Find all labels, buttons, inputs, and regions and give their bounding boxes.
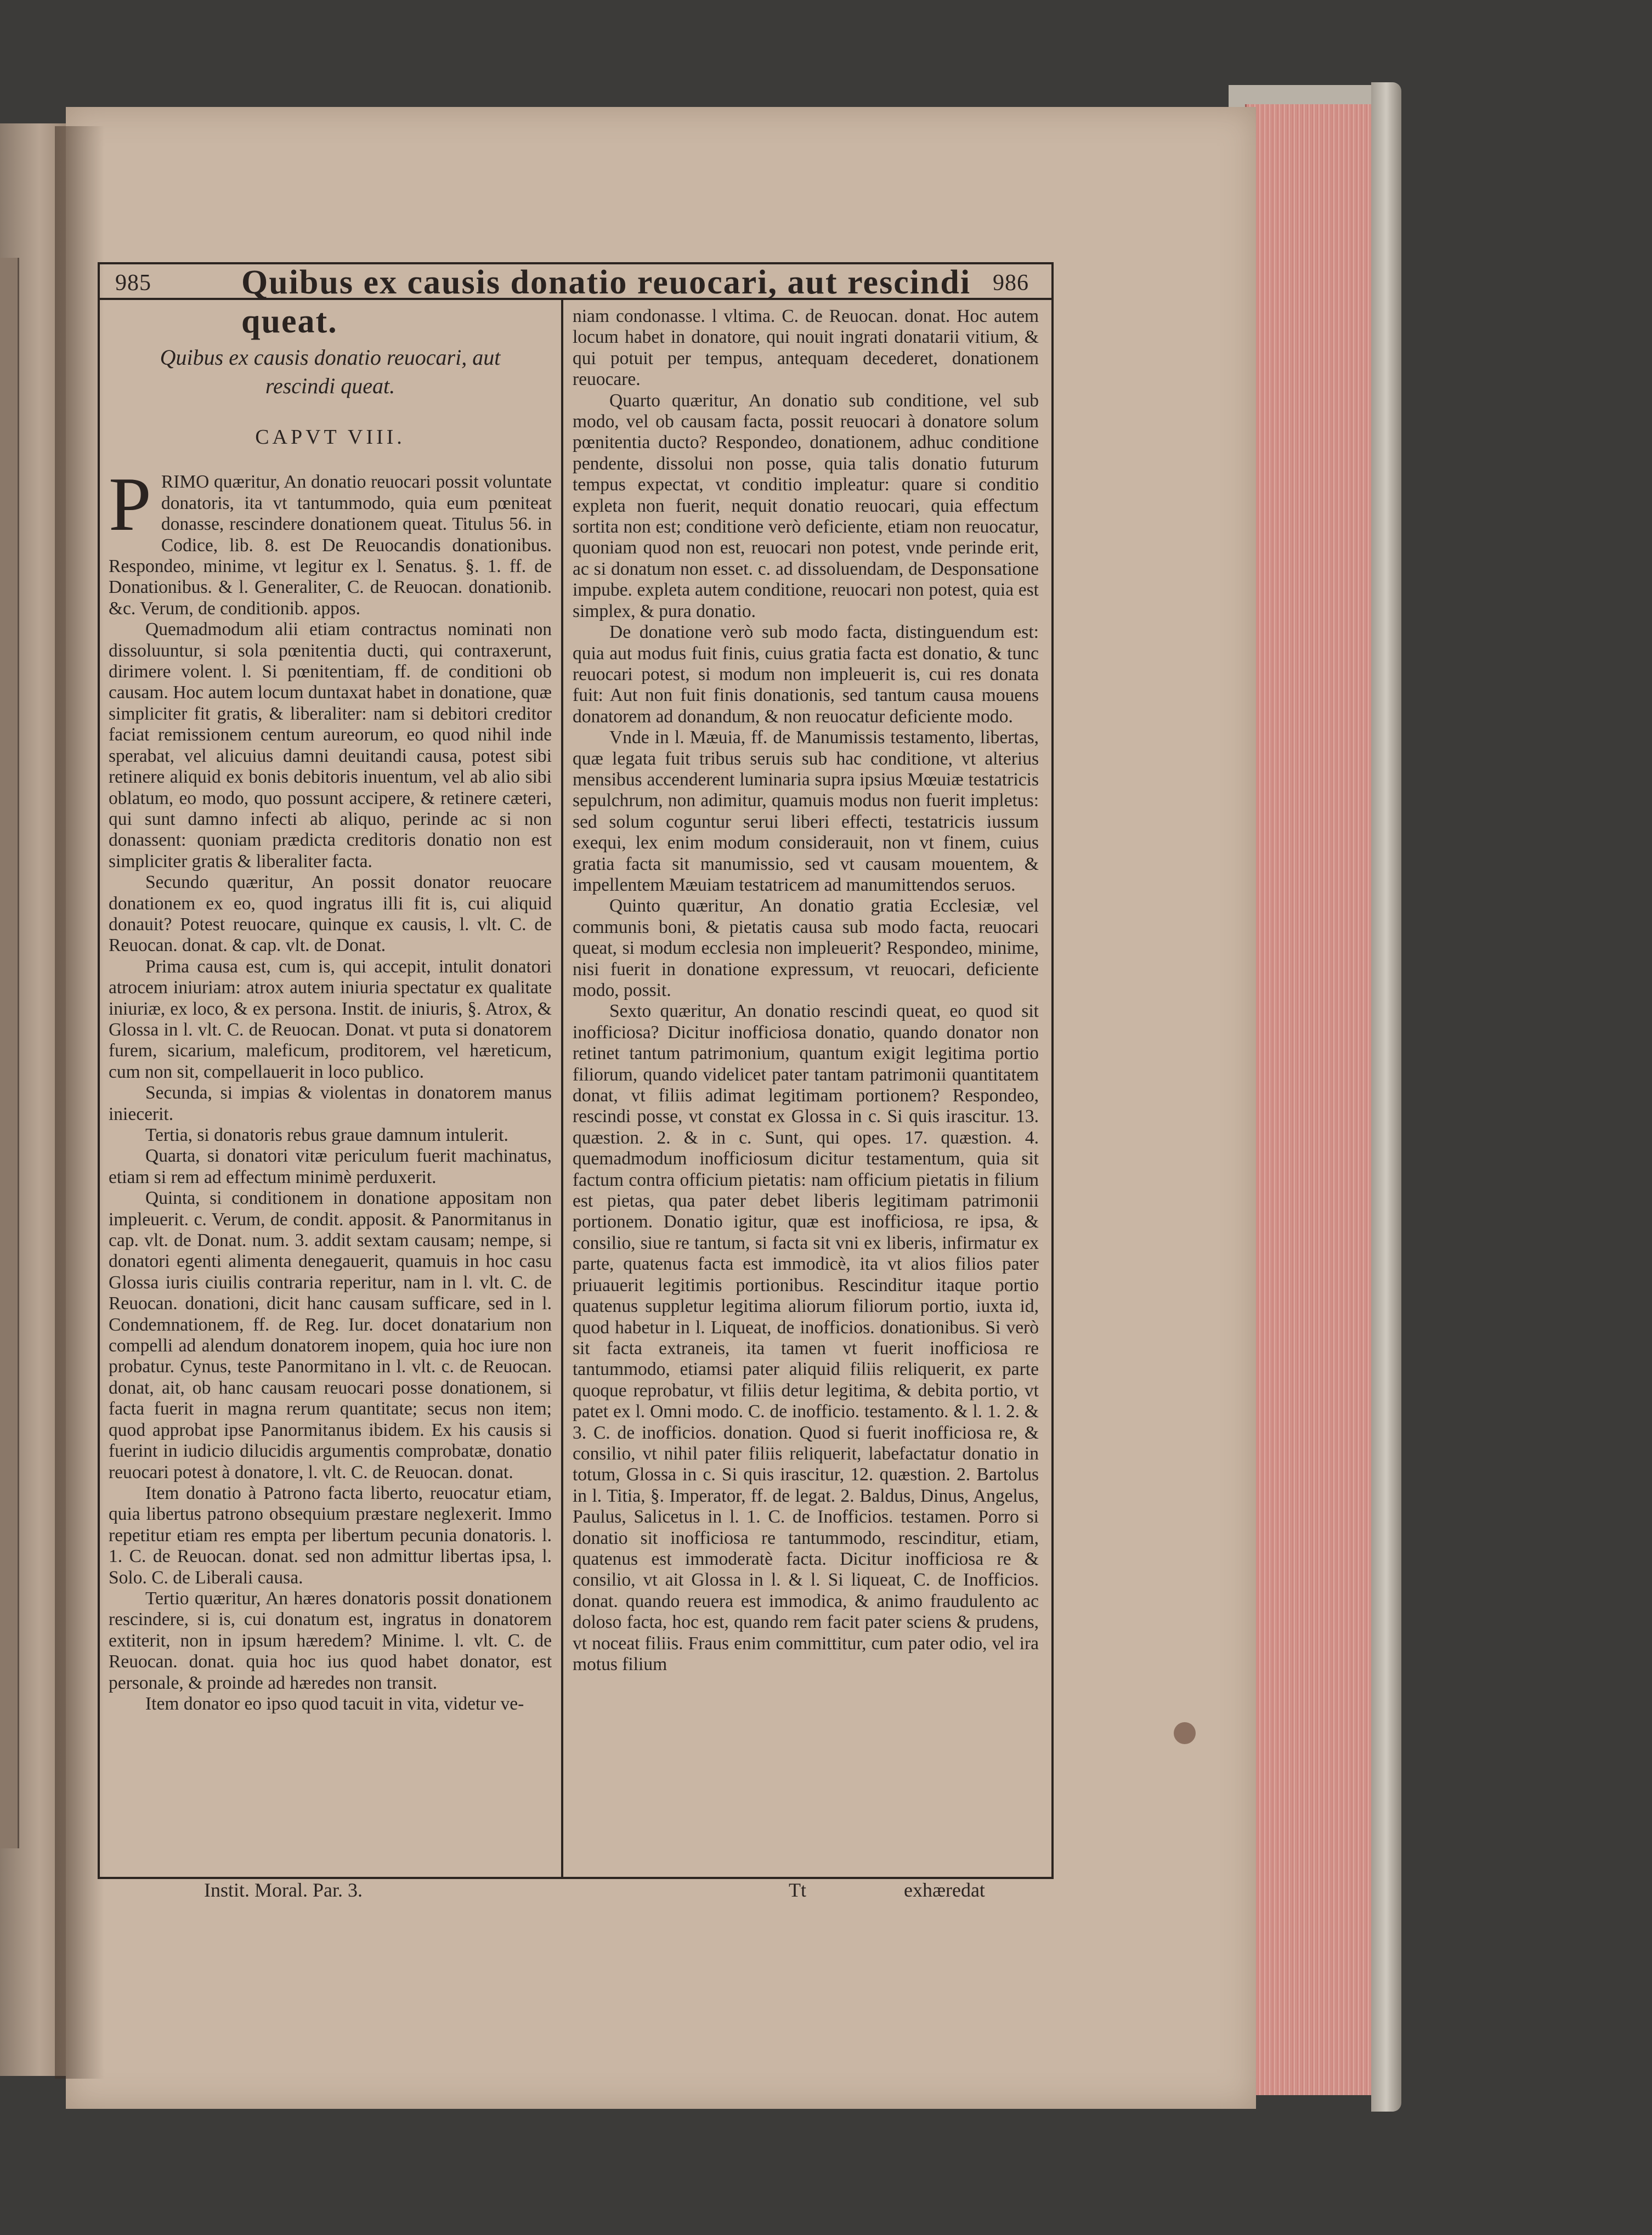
running-title: Quibus ex causis donatio reuocari, aut rescindi queat. bbox=[241, 264, 971, 340]
folio-left: 985 bbox=[115, 270, 151, 296]
paragraph: Quemadmodum alii etiam contractus nominati non dissoluuntur, si sola pœnitentia ducti, qui contraxerunt, dirimere volent. l. Si pœnitentiam, ff. de conditioni ob causam. Hoc autem locum duntaxat habet in donatione, quæ simpliciter fit gratis, & liberaliter: nam si debitori creditor faciat remissionem centum aureorum, eo quod nihil inde sperabat, vel alicuius damni deuitandi causa, potest sibi retinere aliquid ex bonis debitoris inuentum, vel ab alio sibi oblatum, eo modo, quo possunt accipere, & retinere cæteri, qui sunt damno infecti ab aliquo, perinde ac si non donassent: quoniam prædicta creditoris donatio non est simpliciter gratis & liberaliter facta. bbox=[109, 619, 552, 872]
right-column bbox=[573, 306, 1039, 1675]
paragraph: Secunda, si impias & violentas in donatorem manus iniecerit. bbox=[109, 1083, 552, 1124]
paragraph: De donatione verò sub modo facta, distinguendum est: quia aut modus fuit finis, cuius gratia facta est donatio, & tunc reuocari potest, si modum non impleuerit is, cui res donata fuit: Aut non fuit finis donationis, sed tantum causa mouens donatorem ad donandum, & non reuocatur deficiente modo. bbox=[573, 622, 1039, 727]
chapter-number: CAPVT VIII. bbox=[255, 426, 405, 449]
left-column bbox=[109, 306, 552, 1715]
catchword: exhæredat bbox=[904, 1879, 985, 1901]
signature-line: Instit. Moral. Par. 3. bbox=[204, 1879, 363, 1901]
paragraph: PRIMO quæritur, An donatio reuocari possit voluntate donatoris, ita vt tantummodo, quia eum pœniteat donasse, rescindere donationem queat. Titulus 56. in Codice, lib. 8. est De Reuocandis donationibus. Respondeo, minime, vt legitur ex l. Senatus. §. 1. ff. de Donationibus. & l. Generaliter, C. de Reuocan. donationib. &c. Verum, de conditionib. appos. bbox=[109, 462, 552, 619]
paragraph: Prima causa est, cum is, qui accepit, intulit donatori atrocem iniuriam: atrox autem iniuria spectatur ex qualitate iniuriæ, ex loco, & ex persona. Instit. de iniuris, §. Atrox, & Glossa in l. vlt. C. de Reuocan. Donat. vt puta si donatorem furem, sicarium, maleficum, proditorem, vel hæreticum, cum non sit, compellauerit in loco publico. bbox=[109, 956, 552, 1082]
signature-mark: Tt bbox=[789, 1879, 806, 1901]
facing-page-inner-strip bbox=[0, 258, 19, 1848]
paragraph: Tertio quæritur, An hæres donatoris possit donationem rescindere, si is, cui donatum est, ingratus in donatorem extiterit, non in ipsum hæredem? Minime. l. vlt. C. de Reuocan. donat. quia hoc ius quod habet donator, est personale, & proinde ad hæredes non transit. bbox=[109, 1588, 552, 1693]
paragraph: Vnde in l. Mæuia, ff. de Manumissis testamento, libertas, quæ legata fuit tribus seruis sub hac conditione, vt alterius mensibus accenderent luminaria supra ipsius Mœuiæ testatricis sepulchrum, non adimitur, quamuis modus non fuerit impletus: sed solum coguntur serui liberi effecti, testatricis iussum exequi, lex enim modum considerauit, non vt finem, cuius gratia facta sit manumissio, sed vt causam mouentem, & impellentem Mæuiam testatricem ad manumittendos seruos. bbox=[573, 727, 1039, 895]
paragraph: Sexto quæritur, An donatio rescindi queat, eo quod sit inofficiosa? Dicitur inofficiosa donatio, quando donator non retinet tantum patrimonium, quantum exigit legitima portio filiorum, quando videlicet pater tantam patrimonii quantitatem donat, vt filiis adimat legitimam portionem? Respondeo, rescindi posse, vt constat ex Glossa in c. Si quis irascitur. 13. quæstion. 2. & in c. Sunt, qui opes. 17. quæstion. 4. quemadmodum inofficiosum dicitur testamentum, quia sit factum contra officium pietatis: nam officium pietatis in filium est pietas, qua pater debet liberis legitimam patrimonii portionem. Donatio igitur, quæ est inofficiosa, re ipsa, & consilio, siue re tantum, si facta sit vni ex liberis, infirmatur ex parte, quatenus facta est immodicè, ita vt alios filios pater priuauerit legitimis portionibus. Rescinditur itaque portio quatenus suppletur legitima aliorum filiorum portio, iuxta id, quod habetur in l. Liqueat, de inofficios. donationibus. Si verò sit facta extraneis, ita tamen vt fuerit inofficiosa re tantummodo, etiamsi pater aliquid filiis reliquerit, ex parte quoque reprobatur, vt filiis detur legitima, & debita portio, vt patet ex l. Omni modo. C. de inofficio. testamento. & l. 1. 2. & 3. C. de inofficios. donation. Quod si fuerit inofficiosa re, & consilio, vt nihil pater filiis reliquerit, labefactatur donatio in totum, Glossa in c. Si quis irascitur, 12. quæstion. 2. Bartolus in l. Titia, §. Imperator, ff. de legat. 2. Baldus, Dinus, Angelus, Paulus, Salicetus in l. 1. C. de Inofficios. testamen. Porro si donatio sit inofficiosa re tantummodo, rescinditur, etiam, quatenus est immoderatè facta. Dicitur inofficiosa re & consilio, vt ait Glossa in l. & l. Si liqueat, C. de Inofficios. donat. quando reuera est immodica, & animo fraudulento ac doloso facta, hoc est, quando rem facit pater sciens & prudens, vt noceat filiis. Fraus enim committitur, cum pater odio, vel ira motus filium bbox=[573, 1001, 1039, 1674]
book-cover-edge bbox=[1371, 82, 1401, 2112]
paragraph: niam condonasse. l vltima. C. de Reuocan. donat. Hoc autem locum habet in donatore, qui nouit ingrati donatarii vitium, & qui potuit per tempus, antequam decederet, donationem reuocare. bbox=[573, 306, 1039, 390]
gutter-shadow bbox=[55, 126, 104, 2079]
paragraph: Item donatio à Patrono facta liberto, reuocatur etiam, quia libertus patrono obsequium præstare neglexerit. Immo repetitur etiam res empta per libertum pecunia donatoris. l. 1. C. de Reuocan. donat. sed non admittur libertas ipsa, l. Solo. C. de Liberali causa. bbox=[109, 1483, 552, 1588]
drop-cap: P bbox=[109, 462, 151, 547]
paragraph: Quinta, si conditionem in donatione appositam non impleuerit. c. Verum, de condit. apposit. & Panormitanus in cap. vlt. de Donat. num. 3. addit sextam causam; nempe, si donatori egenti alimenta denegauerit, quamuis in hoc casu Glossa iuris ciuilis contraria reperitur, nam in l. vlt. C. de Reuocan. donationi, dicit hanc causam sufficare, sed in l. Condemnationem, ff. de Reg. Iur. docet donatarium non compelli ad alendum donatorem inopem, quia hoc iure non probatur. Cynus, teste Panormitano in l. vlt. c. de Reuocan. donat, ait, ob hanc causam reuocari posse donationem, si facta fuerit in magna rerum quantitate; secus non item; quod approbat ipse Panormitanus ibidem. Ex his causis si fuerint in iudicio dilucidis argumentis comprobatæ, donatio reuocari potest à donatore, l. vlt. C. de Reuocan. donat. bbox=[109, 1188, 552, 1483]
paragraph: Quinto quæritur, An donatio gratia Ecclesiæ, vel communis boni, & pietatis causa sub modo facta, reuocari queat, si modum ecclesia non impleuerit? Respondeo, minime, nisi fuerit in donatione expressum, vt reuocari, deficiente modo, possit. bbox=[573, 896, 1039, 1000]
page-stain bbox=[1174, 1722, 1196, 1744]
paragraph: Item donator eo ipso quod tacuit in vita, videtur ve- bbox=[145, 1693, 524, 1714]
column-divider bbox=[561, 300, 563, 1877]
paragraph: Quarto quæritur, An donatio sub conditione, vel sub modo, vel ob causam facta, possit reuocari à donatore solum pœnitentia ducto? Respondeo, donationem, adhuc conditione pendente, dissolui non posse, quia talis donatio futurum tempus expectat, vt conditio impleatur: quare si conditio expleta non fuerit, nequit donatio reuocari, quia effectum sortita non est; conditione verò deficiente, etiam non reuocatur, quoniam quod non est, reuocari non potest, vnde perinde erit, ac si donatum non esset. c. ad dissoluendam, de Desponsatione impube. expleta autem conditione, reuocari non potest, quia est simplex, & pura donatio. bbox=[573, 390, 1039, 621]
chapter-title: Quibus ex causis donatio reuocari, aut rescindi queat. bbox=[160, 345, 501, 398]
red-page-edges bbox=[1245, 104, 1384, 2095]
paragraph: Secundo quæritur, An possit donator reuocare donationem ex eo, quod ingratus illi fit is, cui aliquid donauit? Potest reuocare, quinque ex causis, l. vlt. C. de Reuocan. donat. & cap. vlt. de Donat. bbox=[109, 872, 552, 956]
paragraph: Tertia, si donatoris rebus graue damnum intulerit. bbox=[145, 1125, 508, 1145]
paragraph: Quarta, si donatori vitæ periculum fuerit machinatus, etiam si rem ad effectum minimè perduxerit. bbox=[109, 1146, 552, 1187]
folio-right: 986 bbox=[993, 270, 1029, 296]
